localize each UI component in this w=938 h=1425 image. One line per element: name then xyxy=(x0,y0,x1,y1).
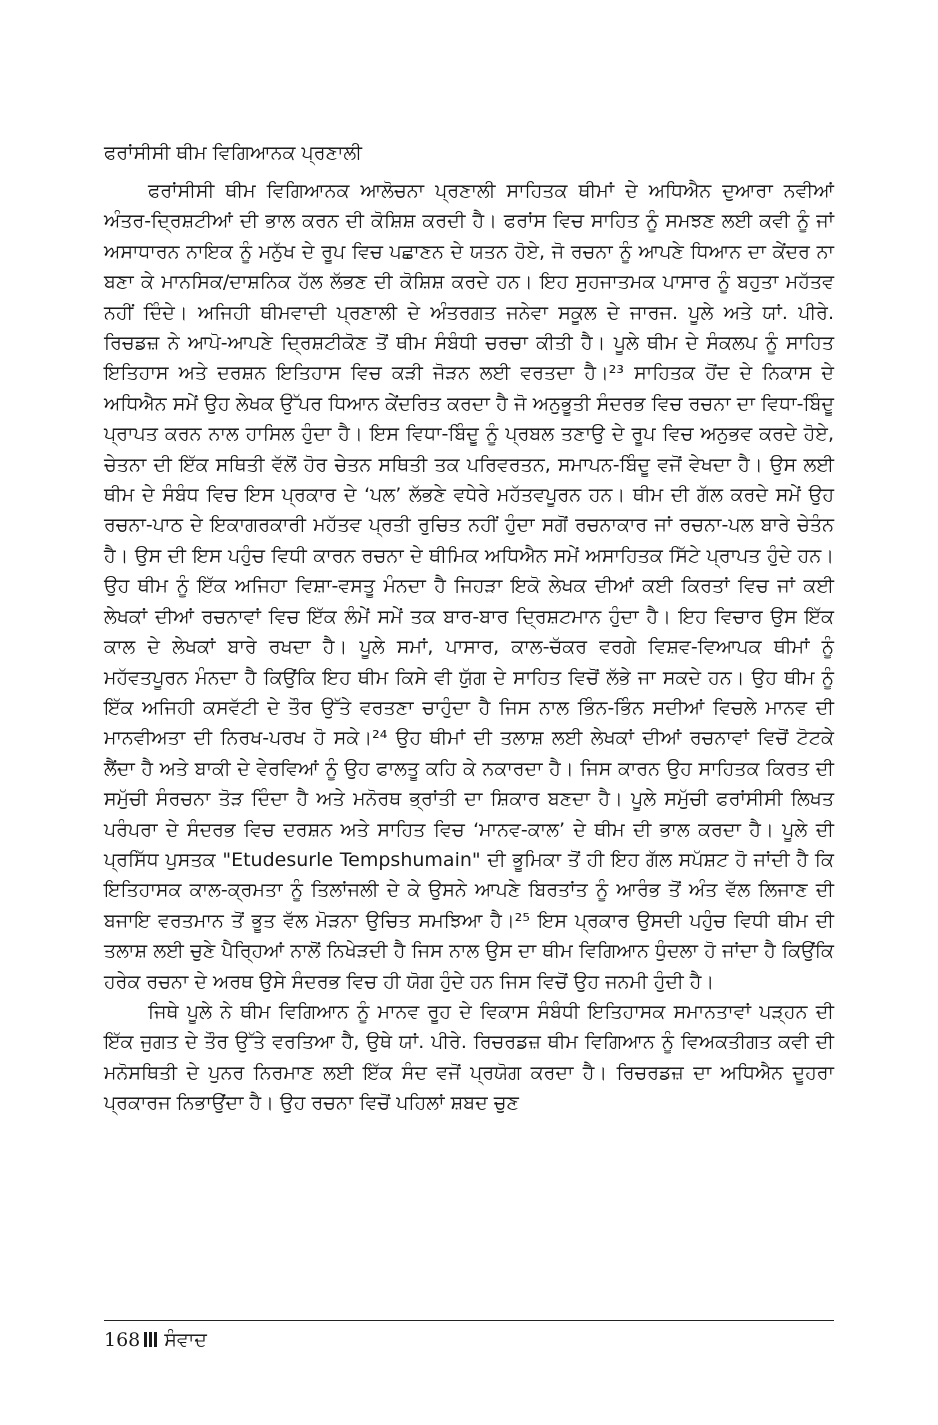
paragraph-2: ਜਿਥੇ ਪੂਲੇ ਨੇ ਥੀਮ ਵਿਗਿਆਨ ਨੂੰ ਮਾਨਵ ਰੂਹ ਦੇ ਵਿਕਾਸ ਸੰਬੰਧੀ ਇਤਿਹਾਸਕ ਸਮਾਨਤਾਵਾਂ ਪੜ੍ਹਨ ਦੀ ਇੱਕ ਜੁਗਤ ਦੇ ਤੌਰ ਉੱਤੇ ਵਰਤਿਆ ਹੈ, ਉਥੇ ਯਾਂ. ਪੀਰੇ. ਰਿਚਰਡਜ਼ ਥੀਮ ਵਿਗਿਆਨ ਨੂੰ ਵਿਅਕਤੀਗਤ ਕਵੀ ਦੀ ਮਨੋਸਥਿਤੀ ਦੇ ਪੁਨਰ ਨਿਰਮਾਣ ਲਈ ਇੱਕ ਸੰਦ ਵਜੋਂ ਪ੍ਰਯੋਗ ਕਰਦਾ ਹੈ। ਰਿਚਰਡਜ਼ ਦਾ ਅਧਿਐਨ ਦੂਹਰਾ ਪ੍ਰਕਾਰਜ ਨਿਭਾਉਂਦਾ ਹੈ। ਉਹ ਰਚਨਾ ਵਿਚੋਂ ਪਹਿਲਾਂ ਸ਼ਬਦ ਚੁਣ xyxy=(104,1000,834,1115)
journal-name: ਸੰਵਾਦ xyxy=(164,1329,207,1351)
section-heading: ਫਰਾਂਸੀਸੀ ਥੀਮ ਵਿਗਿਆਨਕ ਪ੍ਰਣਾਲੀ xyxy=(104,142,362,164)
paragraph-1: ਫਰਾਂਸੀਸੀ ਥੀਮ ਵਿਗਿਆਨਕ ਆਲੋਚਨਾ ਪ੍ਰਣਾਲੀ ਸਾਹਿਤਕ ਥੀਮਾਂ ਦੇ ਅਧਿਐਨ ਦੁਆਰਾ ਨਵੀਆਂ ਅੰਤਰ-ਦ੍ਰਿਸ਼ਟੀਆਂ ਦੀ ਭਾਲ ਕਰਨ ਦੀ ਕੋਸ਼ਿਸ਼ ਕਰਦੀ ਹੈ। ਫਰਾਂਸ ਵਿਚ ਸਾਹਿਤ ਨੂੰ ਸਮਝਣ ਲਈ ਕਵੀ ਨੂੰ ਜਾਂ ਅਸਾਧਾਰਨ ਨਾਇਕ ਨੂੰ ਮਨੁੱਖ ਦੇ ਰੂਪ ਵਿਚ ਪਛਾਣਨ ਦੇ ਯਤਨ ਹੋਏ, ਜੋ ਰਚਨਾ ਨੂੰ ਆਪਣੇ ਧਿਆਨ ਦਾ ਕੇਂਦਰ ਨਾ ਬਣਾ ਕੇ ਮਾਨਸਿਕ/ਦਾਸ਼ਨਿਕ ਹੱਲ ਲੱਭਣ ਦੀ ਕੋਸ਼ਿਸ਼ ਕਰਦੇ ਹਨ। ਇਹ ਸੁਹਜਾਤਮਕ ਪਾਸਾਰ ਨੂੰ ਬਹੁਤਾ ਮਹੱਤਵ ਨਹੀਂ ਦਿੰਦੇ। ਅਜਿਹੀ ਥੀਮਵਾਦੀ ਪ੍ਰਣਾਲੀ ਦੇ ਅੰਤਰਗਤ ਜਨੇਵਾ ਸਕੂਲ ਦੇ ਜਾਰਜ. ਪੂਲੇ ਅਤੇ ਯਾਂ. ਪੀਰੇ. ਰਿਚਡਜ਼ ਨੇ ਆਪੋ-ਆਪਣੇ ਦ੍ਰਿਸ਼ਟੀਕੋਣ ਤੋਂ ਥੀਮ ਸੰਬੰਧੀ ਚਰਚਾ ਕੀਤੀ ਹੈ। ਪੂਲੇ ਥੀਮ ਦੇ ਸੰਕਲਪ ਨੂੰ ਸਾਹਿਤ ਇਤਿਹਾਸ ਅਤੇ ਦਰਸ਼ਨ ਇਤਿਹਾਸ ਵਿਚ ਕੜੀ ਜੋੜਨ ਲਈ ਵਰਤਦਾ ਹੈ।²³ ਸਾਹਿਤਕ ਹੋਂਦ ਦੇ ਨਿਕਾਸ ਦੇ ਅਧਿਐਨ ਸਮੇਂ ਉਹ ਲੇਖਕ ਉੱਪਰ ਧਿਆਨ ਕੇਂਦਰਿਤ ਕਰਦਾ ਹੈ ਜੋ ਅਨੁਭੂਤੀ ਸੰਦਰਭ ਵਿਚ ਰਚਨਾ ਦਾ ਵਿਧਾ-ਬਿੰਦੂ ਪ੍ਰਾਪਤ ਕਰਨ ਨਾਲ ਹਾਸਿਲ ਹੁੰਦਾ ਹੈ। ਇਸ ਵਿਧਾ-ਬਿੰਦੂ ਨੂੰ ਪ੍ਰਬਲ ਤਣਾਉ ਦੇ ਰੂਪ ਵਿਚ ਅਨੁਭਵ ਕਰਦੇ ਹੋਏ, ਚੇਤਨਾ ਦੀ ਇੱਕ ਸਥਿਤੀ ਵੱਲੋਂ ਹੋਰ ਚੇਤਨ ਸਥਿਤੀ ਤਕ ਪਰਿਵਰਤਨ, ਸਮਾਪਨ-ਬਿੰਦੂ ਵਜੋਂ ਵੇਖਦਾ ਹੈ। ਉਸ ਲਈ ਥੀਮ ਦੇ ਸੰਬੰਧ ਵਿਚ ਇਸ ਪ੍ਰਕਾਰ ਦੇ ‘ਪਲ’ ਲੱਭਣੇ ਵਧੇਰੇ ਮਹੱਤਵਪੂਰਨ ਹਨ। ਥੀਮ ਦੀ ਗੱਲ ਕਰਦੇ ਸਮੇਂ ਉਹ ਰਚਨਾ-ਪਾਠ ਦੇ ਇਕਾਗਰਕਾਰੀ ਮਹੱਤਵ ਪ੍ਰਤੀ ਰੁਚਿਤ ਨਹੀਂ ਹੁੰਦਾ ਸਗੋਂ ਰਚਨਾਕਾਰ ਜਾਂ ਰਚਨਾ-ਪਲ ਬਾਰੇ ਚੇਤੰਨ ਹੈ। ਉਸ ਦੀ ਇਸ ਪਹੁੰਚ ਵਿਧੀ ਕਾਰਨ ਰਚਨਾ ਦੇ ਥੀਮਿਕ ਅਧਿਐਨ ਸਮੇਂ ਅਸਾਹਿਤਕ ਸਿੱਟੇ ਪ੍ਰਾਪਤ ਹੁੰਦੇ ਹਨ। ਉਹ ਥੀਮ ਨੂੰ ਇੱਕ ਅਜਿਹਾ ਵਿਸ਼ਾ-ਵਸਤੂ ਮੰਨਦਾ ਹੈ ਜਿਹੜਾ ਇਕੋ ਲੇਖਕ ਦੀਆਂ ਕਈ ਕਿਰਤਾਂ ਵਿਚ ਜਾਂ ਕਈ ਲੇਖਕਾਂ ਦੀਆਂ ਰਚਨਾਵਾਂ ਵਿਚ ਇੱਕ ਲੰਮੇਂ ਸਮੇਂ ਤਕ ਬਾਰ-ਬਾਰ ਦ੍ਰਿਸ਼ਟਮਾਨ ਹੁੰਦਾ ਹੈ। ਇਹ ਵਿਚਾਰ ਉਸ ਇੱਕ ਕਾਲ ਦੇ ਲੇਖਕਾਂ ਬਾਰੇ ਰਖਦਾ ਹੈ। ਪੂਲੇ ਸਮਾਂ, ਪਾਸਾਰ, ਕਾਲ-ਚੱਕਰ ਵਰਗੇ ਵਿਸ਼ਵ-ਵਿਆਪਕ ਥੀਮਾਂ ਨੂੰ ਮਹੱਵਤਪੂਰਨ ਮੰਨਦਾ ਹੈ ਕਿਉਂਕਿ ਇਹ ਥੀਮ ਕਿਸੇ ਵੀ ਯੁੱਗ ਦੇ ਸਾਹਿਤ ਵਿਚੋਂ ਲੱਭੇ ਜਾ ਸਕਦੇ ਹਨ। ਉਹ ਥੀਮ ਨੂੰ ਇੱਕ ਅਜਿਹੀ ਕਸਵੱਟੀ ਦੇ ਤੌਰ ਉੱਤੇ ਵਰਤਣਾ ਚਾਹੁੰਦਾ ਹੈ ਜਿਸ ਨਾਲ ਭਿੰਨ-ਭਿੰਨ ਸਦੀਆਂ ਵਿਚਲੇ ਮਾਨਵ ਦੀ ਮਾਨਵੀਅਤਾ ਦੀ ਨਿਰਖ-ਪਰਖ ਹੋ ਸਕੇ।²⁴ ਉਹ ਥੀਮਾਂ ਦੀ ਤਲਾਸ਼ ਲਈ ਲੇਖਕਾਂ ਦੀਆਂ ਰਚਨਾਵਾਂ ਵਿਚੋਂ ਟੋਟਕੇ ਲੈਂਦਾ ਹੈ ਅਤੇ ਬਾਕੀ ਦੇ ਵੇਰਵਿਆਂ ਨੂੰ ਉਹ ਫਾਲਤੂ ਕਹਿ ਕੇ ਨਕਾਰਦਾ ਹੈ। ਜਿਸ ਕਾਰਨ ਉਹ ਸਾਹਿਤਕ ਕਿਰਤ ਦੀ ਸਮੁੱਚੀ ਸੰਰਚਨਾ ਤੋੜ ਦਿੰਦਾ ਹੈ ਅਤੇ ਮਨੋਰਥ ਭ੍ਰਾਂਤੀ ਦਾ ਸ਼ਿਕਾਰ ਬਣਦਾ ਹੈ। ਪੂਲੇ ਸਮੁੱਚੀ ਫਰਾਂਸੀਸੀ ਲਿਖਤ ਪਰੰਪਰਾ ਦੇ ਸੰਦਰਭ ਵਿਚ ਦਰਸ਼ਨ ਅਤੇ ਸਾਹਿਤ ਵਿਚ ‘ਮਾਨਵ-ਕਾਲ’ ਦੇ ਥੀਮ ਦੀ ਭਾਲ ਕਰਦਾ ਹੈ। ਪੂਲੇ ਦੀ ਪ੍ਰਸਿੱਧ ਪੁਸਤਕ "Etudesurle Tempshumain" ਦੀ ਭੂਮਿਕਾ ਤੋਂ ਹੀ ਇਹ ਗੱਲ ਸਪੱਸ਼ਟ ਹੋ ਜਾਂਦੀ ਹੈ ਕਿ ਇਤਿਹਾਸਕ ਕਾਲ-ਕ੍ਰਮਤਾ ਨੂੰ ਤਿਲਾਂਜਲੀ ਦੇ ਕੇ ਉਸਨੇ ਆਪਣੇ ਬਿਰਤਾਂਤ ਨੂੰ ਆਰੰਭ ਤੋਂ ਅੰਤ ਵੱਲ ਲਿਜਾਣ ਦੀ ਬਜਾਇ ਵਰਤਮਾਨ ਤੋਂ ਭੂਤ ਵੱਲ ਮੋੜਨਾ ਉਚਿਤ ਸਮਝਿਆ ਹੈ।²⁵ ਇਸ ਪ੍ਰਕਾਰ ਉਸਦੀ ਪਹੁੰਚ ਵਿਧੀ ਥੀਮ ਦੀ ਤਲਾਸ਼ ਲਈ ਚੁਣੇ ਪੈਰ੍ਹਿਆਂ ਨਾਲੋਂ ਨਿਖੇੜਦੀ ਹੈ ਜਿਸ ਨਾਲ ਉਸ ਦਾ ਥੀਮ ਵਿਗਿਆਨ ਧੁੰਦਲਾ ਹੋ ਜਾਂਦਾ ਹੈ ਕਿਉਂਕਿ ਹਰੇਕ ਰਚਨਾ ਦੇ ਅਰਥ ਉਸੇ ਸੰਦਰਭ ਵਿਚ ਹੀ ਯੋਗ ਹੁੰਦੇ ਹਨ ਜਿਸ ਵਿਚੋਂ ਉਹ ਜਨਮੀ ਹੁੰਦੀ ਹੈ। xyxy=(104,180,834,993)
page-body xyxy=(104,138,834,1338)
page-footer xyxy=(104,1320,834,1355)
page-number: 168 xyxy=(104,1329,141,1351)
bars-separator-icon xyxy=(144,1332,158,1347)
